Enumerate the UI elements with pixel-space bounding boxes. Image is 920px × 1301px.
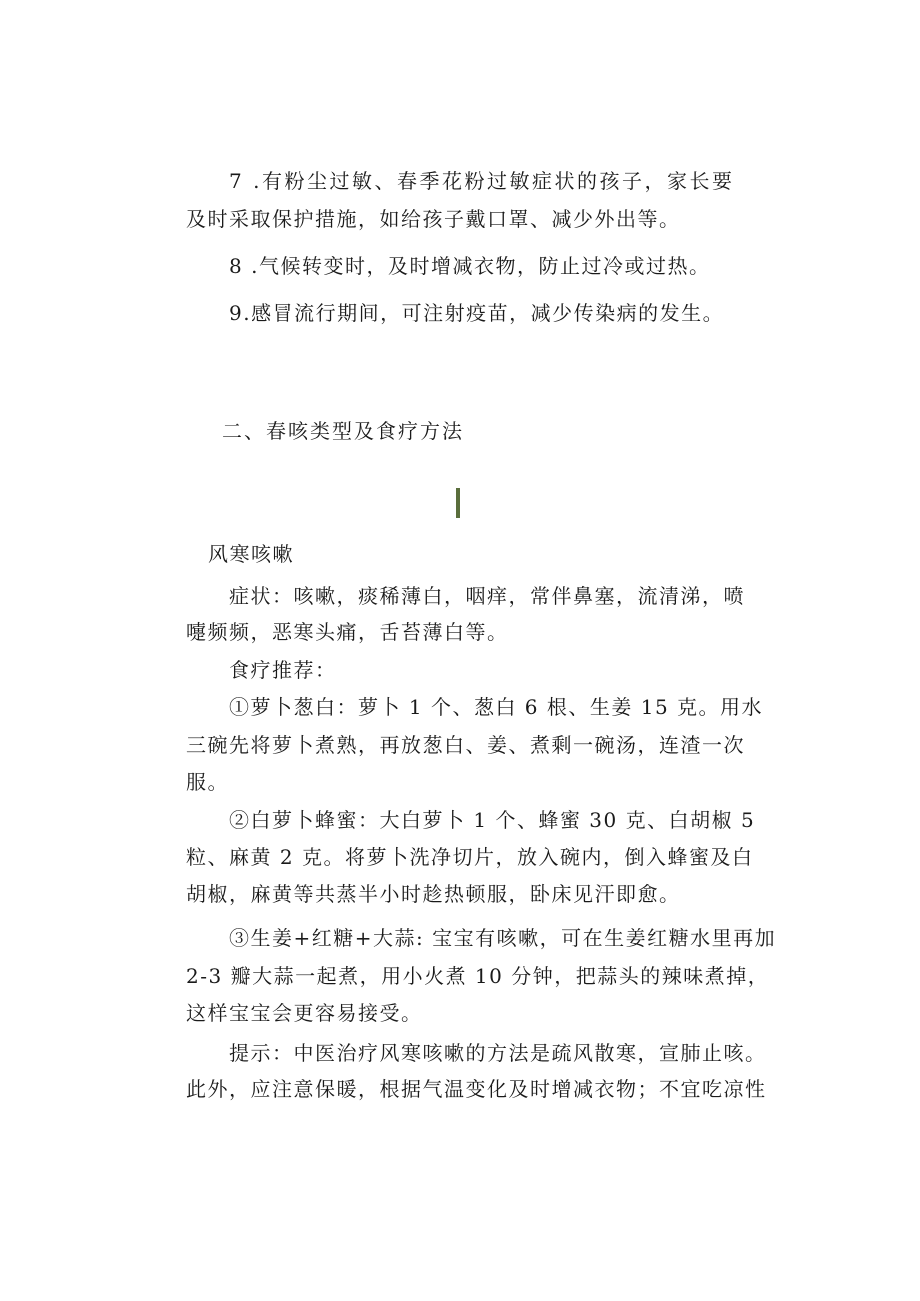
recipe-1-line-2: 三碗先将萝卜煮熟，再放葱白、姜、煮剩一碗汤，连渣一次 xyxy=(186,733,745,757)
tip-8: 8 .气候转变时，及时增减衣物，防止过冷或过热。 xyxy=(229,254,711,278)
section-marker-bar xyxy=(456,488,460,518)
wind-cold-title: 风寒咳嗽 xyxy=(208,542,294,566)
recipe-3-line-3: 这样宝宝会更容易接受。 xyxy=(186,1001,423,1025)
recipe-2-line-3: 胡椒，麻黄等共蒸半小时趁热顿服，卧床见汗即愈。 xyxy=(186,882,681,906)
hint-line-2: 此外，应注意保暖，根据气温变化及时增减衣物；不宜吃凉性 xyxy=(186,1077,767,1101)
recipe-1-line-1: ①萝卜葱白：萝卜 1 个、葱白 6 根、生姜 15 克。用水 xyxy=(229,695,764,719)
recipe-3-line-2: 2-3 瓣大蒜一起煮，用小火煮 10 分钟，把蒜头的辣味煮掉， xyxy=(186,964,770,988)
section-heading: 二、春咳类型及食疗方法 xyxy=(222,419,464,443)
recipe-2-line-2: 粒、麻黄 2 克。将萝卜洗净切片，放入碗内，倒入蜂蜜及白 xyxy=(186,845,754,869)
diet-label: 食疗推荐： xyxy=(229,658,337,682)
recipe-2-line-1: ②白萝卜蜂蜜：大白萝卜 1 个、蜂蜜 30 克、白胡椒 5 xyxy=(229,808,756,832)
recipe-1-line-3: 服。 xyxy=(186,770,229,794)
tip-9: 9.感冒流行期间，可注射疫苗，减少传染病的发生。 xyxy=(229,301,725,325)
symptoms-line-1: 症状：咳嗽，痰稀薄白，咽痒，常伴鼻塞，流清涕，喷 xyxy=(229,584,745,608)
hint-line-1: 提示：中医治疗风寒咳嗽的方法是疏风散寒，宣肺止咳。 xyxy=(229,1041,767,1065)
symptoms-line-2: 嚏频频，恶寒头痛，舌苔薄白等。 xyxy=(186,620,509,644)
tip-7-line-1: 7 .有粉尘过敏、春季花粉过敏症状的孩子，家长要 xyxy=(229,169,735,193)
tip-7-line-2: 及时采取保护措施，如给孩子戴口罩、减少外出等。 xyxy=(186,207,681,231)
recipe-3-line-1: ③生姜+红糖+大蒜: 宝宝有咳嗽，可在生姜红糖水里再加 xyxy=(229,926,777,950)
